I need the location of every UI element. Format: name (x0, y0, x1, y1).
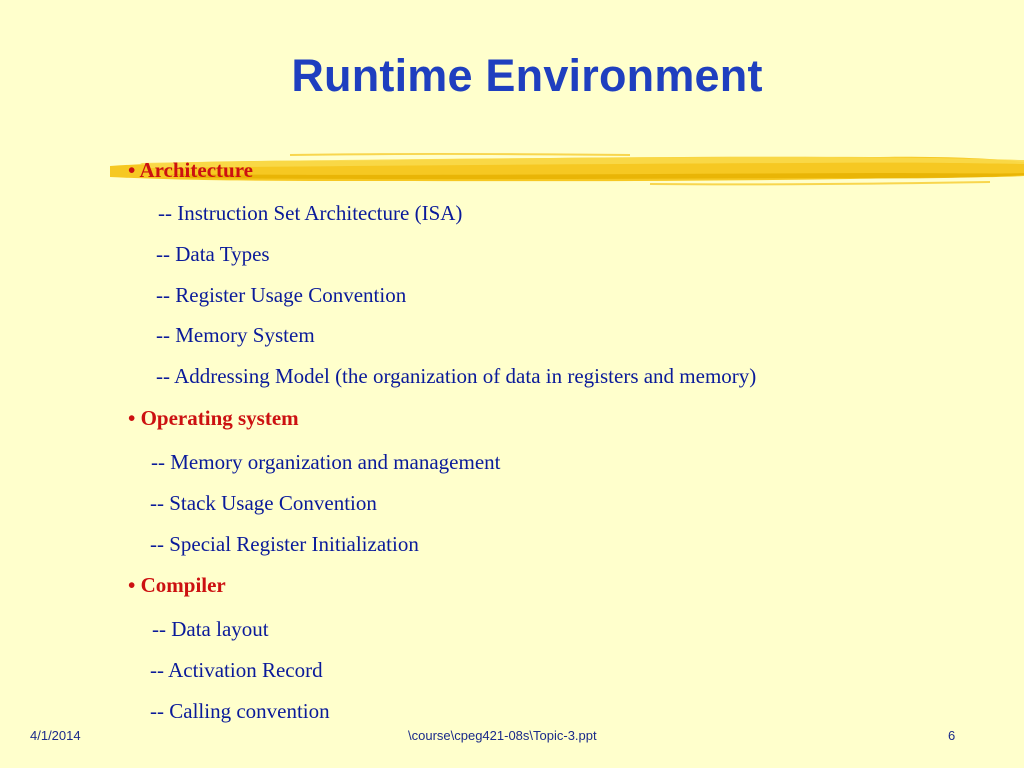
list-item: -- Data Types (156, 242, 270, 266)
list-item: -- Memory System (156, 323, 315, 347)
list-item: -- Stack Usage Convention (150, 491, 377, 515)
slide-title: Runtime Environment (291, 50, 763, 101)
list-item: -- Register Usage Convention (156, 283, 407, 307)
section-heading-compiler: • Compiler (128, 573, 226, 597)
list-item: -- Activation Record (150, 658, 323, 682)
list-item: -- Special Register Initialization (150, 532, 419, 556)
footer-page-number: 6 (948, 728, 956, 743)
list-item: -- Data layout (152, 617, 269, 641)
list-item: -- Calling convention (150, 699, 330, 723)
list-item: -- Addressing Model (the organization of data in registers and memory) (156, 364, 757, 388)
section-heading-architecture: • Architecture (128, 158, 253, 182)
list-item: -- Memory organization and management (151, 450, 501, 474)
section-heading-operating-system: • Operating system (128, 406, 299, 430)
footer-date: 4/1/2014 (30, 728, 81, 743)
list-item: -- Instruction Set Architecture (ISA) (158, 201, 463, 225)
footer-file-path: \course\cpeg421-08s\Topic-3.ppt (408, 728, 597, 743)
